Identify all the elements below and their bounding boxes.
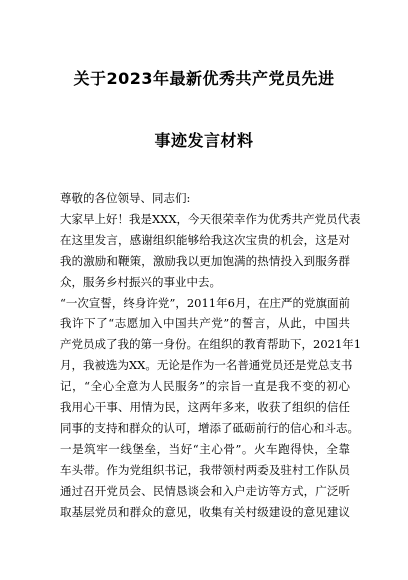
document-title-line-1: 关于2023年最新优秀共产党员先进 xyxy=(73,69,335,88)
body-text-line: 月，我被选为XX。无论是作为一名普通党员还是党总支书 xyxy=(60,358,353,373)
body-text-line: 取基层党员和群众的意见，收集有关村级建设的意见建议 xyxy=(60,504,350,519)
body-text-line: 我用心干事、用情为民，这两年多来，收获了组织的信任 xyxy=(60,400,350,415)
body-text-line: 通过召开党员会、民情恳谈会和入户走访等方式，广泛听 xyxy=(60,483,350,498)
document-title-line-2: 事迹发言材料 xyxy=(154,131,254,150)
body-text-line: 记，“全心全意为人民服务”的宗旨一直是我不变的初心 xyxy=(60,379,350,394)
body-text-line: 在这里发言，感谢组织能够给我这次宝贵的机会，这是对 xyxy=(60,232,350,247)
body-text-line: 尊敬的各位领导、同志们: xyxy=(60,191,191,205)
body-text-line: 产党员成了我的第一身份。在组织的教育帮助下，2021年1 xyxy=(60,337,362,352)
body-text-line: 同事的支持和群众的认可，增添了砥砺前行的信心和斗志。 xyxy=(60,420,359,435)
document-body xyxy=(60,188,362,523)
body-text-line: 一是筑牢一线堡垒，当好“主心骨”。火车跑得快，全靠 xyxy=(60,441,350,456)
body-text-line: 众，服务乡村振兴的事业中去。 xyxy=(60,274,221,289)
body-text-line: “一次宣誓，终身许党”，2011年6月，在庄严的党旗面前 xyxy=(60,295,350,310)
body-text-line: 大家早上好！我是XXX，今天很荣幸作为优秀共产党员代表 xyxy=(60,211,361,226)
body-text-line: 我许下了“志愿加入中国共产党”的誓言，从此，中国共 xyxy=(60,316,350,331)
body-text-line: 我的激励和鞭策，激励我以更加饱满的热情投入到服务群 xyxy=(60,253,350,268)
body-text-line: 车头带。作为党组织书记，我带领村两委及驻村工作队员 xyxy=(60,462,350,477)
